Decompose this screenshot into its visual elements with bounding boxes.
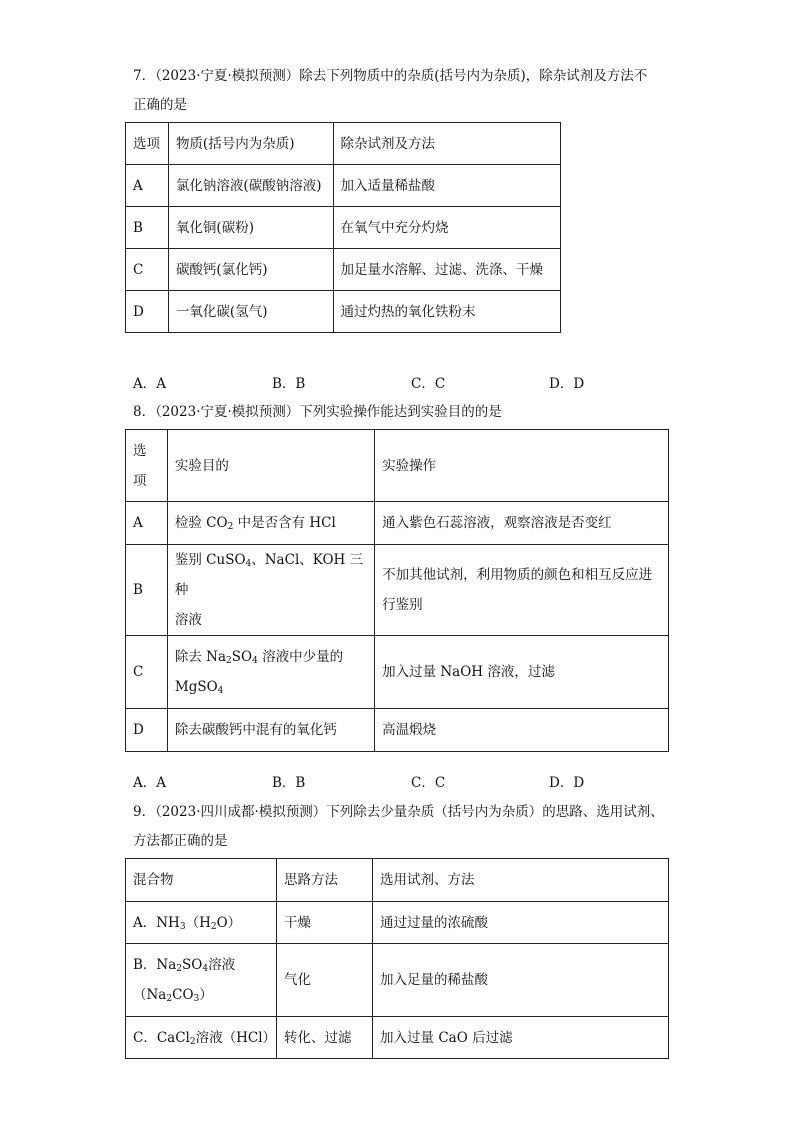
q9-stem-line2: 方法都正确的是	[133, 833, 228, 849]
q7-row-a-substance: 氯化钠溶液(碳酸钠溶液)	[168, 165, 333, 207]
q7-option-d[interactable]: D．D	[549, 376, 585, 392]
q7-row-b-substance: 氧化铜(碳粉)	[168, 207, 333, 249]
q8-row-b-label: B	[126, 545, 168, 636]
q8-row-c-operation: 加入过量 NaOH 溶液，过滤	[375, 636, 669, 709]
q8-option-b[interactable]: B．B	[272, 775, 306, 791]
q9-stem-line1: 9．（2023·四川成都·模拟预测）下列除去少量杂质（括号内为杂质）的思路、选用试剂、	[133, 804, 664, 820]
q7-row-d-substance: 一氧化碳(氢气)	[168, 291, 333, 333]
q9-row-c-mixture: C．CaCl$_2$溶液（HCl）	[126, 1017, 277, 1059]
q8-row-d-purpose: 除去碳酸钙中混有的氧化钙	[167, 709, 374, 752]
q7-row-d-label: D	[126, 291, 169, 333]
q8-header-option-line2: 项	[133, 472, 147, 489]
q8-option-d[interactable]: D．D	[549, 775, 585, 791]
q9-header-mixture: 混合物	[126, 859, 277, 902]
q7-option-c[interactable]: C．C	[411, 376, 446, 392]
q7-stem-line2: 正确的是	[133, 97, 187, 113]
q7-table	[125, 122, 561, 333]
q7-option-b[interactable]: B．B	[272, 376, 306, 392]
q7-row-c-method: 加足量水溶解、过滤、洗涤、干燥	[333, 249, 560, 291]
q7-stem	[133, 62, 673, 120]
q7-header-option: 选项	[126, 123, 169, 165]
q7-row-b-method: 在氧气中充分灼烧	[333, 207, 560, 249]
q7-header-substance: 物质(括号内为杂质)	[168, 123, 333, 165]
q7-row-a-method: 加入适量稀盐酸	[333, 165, 560, 207]
q8-row-b-purpose: 鉴别 CuSO$_4$、NaCl、KOH 三种 溶液	[167, 545, 374, 636]
q8-row-a-operation: 通入紫色石蕊溶液，观察溶液是否变红	[375, 502, 669, 545]
q7-row-b-label: B	[126, 207, 169, 249]
q8-header-option	[126, 430, 168, 502]
q9-header-approach: 思路方法	[277, 859, 373, 902]
q8-header-operation: 实验操作	[375, 430, 669, 502]
q9-row-b-reagent: 加入足量的稀盐酸	[373, 944, 669, 1017]
q7-stem-line1: 7．（2023·宁夏·模拟预测）除去下列物质中的杂质(括号内为杂质)，除杂试剂及方法不	[133, 68, 648, 84]
q8-header-option-line1: 选	[133, 442, 147, 459]
q8-row-a-purpose: 检验 $CO_2$ 中是否含有 HCl	[167, 502, 374, 545]
q9-row-b-approach: 气化	[277, 944, 373, 1017]
q8-row-a-label: A	[126, 502, 168, 545]
q8-row-c-purpose: 除去 $Na_2SO_4$ 溶液中少量的 MgSO$_4$	[167, 636, 374, 709]
q9-stem	[133, 798, 673, 856]
q9-row-a-reagent: 通过过量的浓硫酸	[373, 902, 669, 944]
q7-header-method: 除杂试剂及方法	[333, 123, 560, 165]
q8-row-d-operation: 高温煅烧	[375, 709, 669, 752]
q7-row-a-label: A	[126, 165, 169, 207]
q9-row-b-mixture: B．$Na_2SO_4$溶液 $(Na_2CO_3)$	[126, 944, 277, 1017]
q7-options	[133, 372, 673, 392]
q9-row-a-mixture: A．$NH_3(H_2O)$	[126, 902, 277, 944]
q8-options	[133, 771, 673, 791]
q9-row-c-approach: 转化、过滤	[277, 1017, 373, 1059]
q8-option-a[interactable]: A．A	[133, 775, 166, 791]
q8-row-d-label: D	[126, 709, 168, 752]
q9-row-c-reagent: 加入过量 CaO 后过滤	[373, 1017, 669, 1059]
q8-header-purpose: 实验目的	[167, 430, 374, 502]
q8-row-c-label: C	[126, 636, 168, 709]
q8-table	[125, 429, 669, 752]
q9-row-a-approach: 干燥	[277, 902, 373, 944]
q8-option-c[interactable]: C．C	[411, 775, 446, 791]
q7-option-a[interactable]: A．A	[133, 376, 166, 392]
q9-table	[125, 858, 669, 1059]
q7-row-c-substance: 碳酸钙(氯化钙)	[168, 249, 333, 291]
q8-row-b-operation: 不加其他试剂，利用物质的颜色和相互反应进 行鉴别	[375, 545, 669, 636]
q7-row-d-method: 通过灼热的氧化铁粉末	[333, 291, 560, 333]
q9-header-reagent: 选用试剂、方法	[373, 859, 669, 902]
q8-stem: 8．（2023·宁夏·模拟预测）下列实验操作能达到实验目的的是	[133, 404, 502, 420]
q7-row-c-label: C	[126, 249, 169, 291]
